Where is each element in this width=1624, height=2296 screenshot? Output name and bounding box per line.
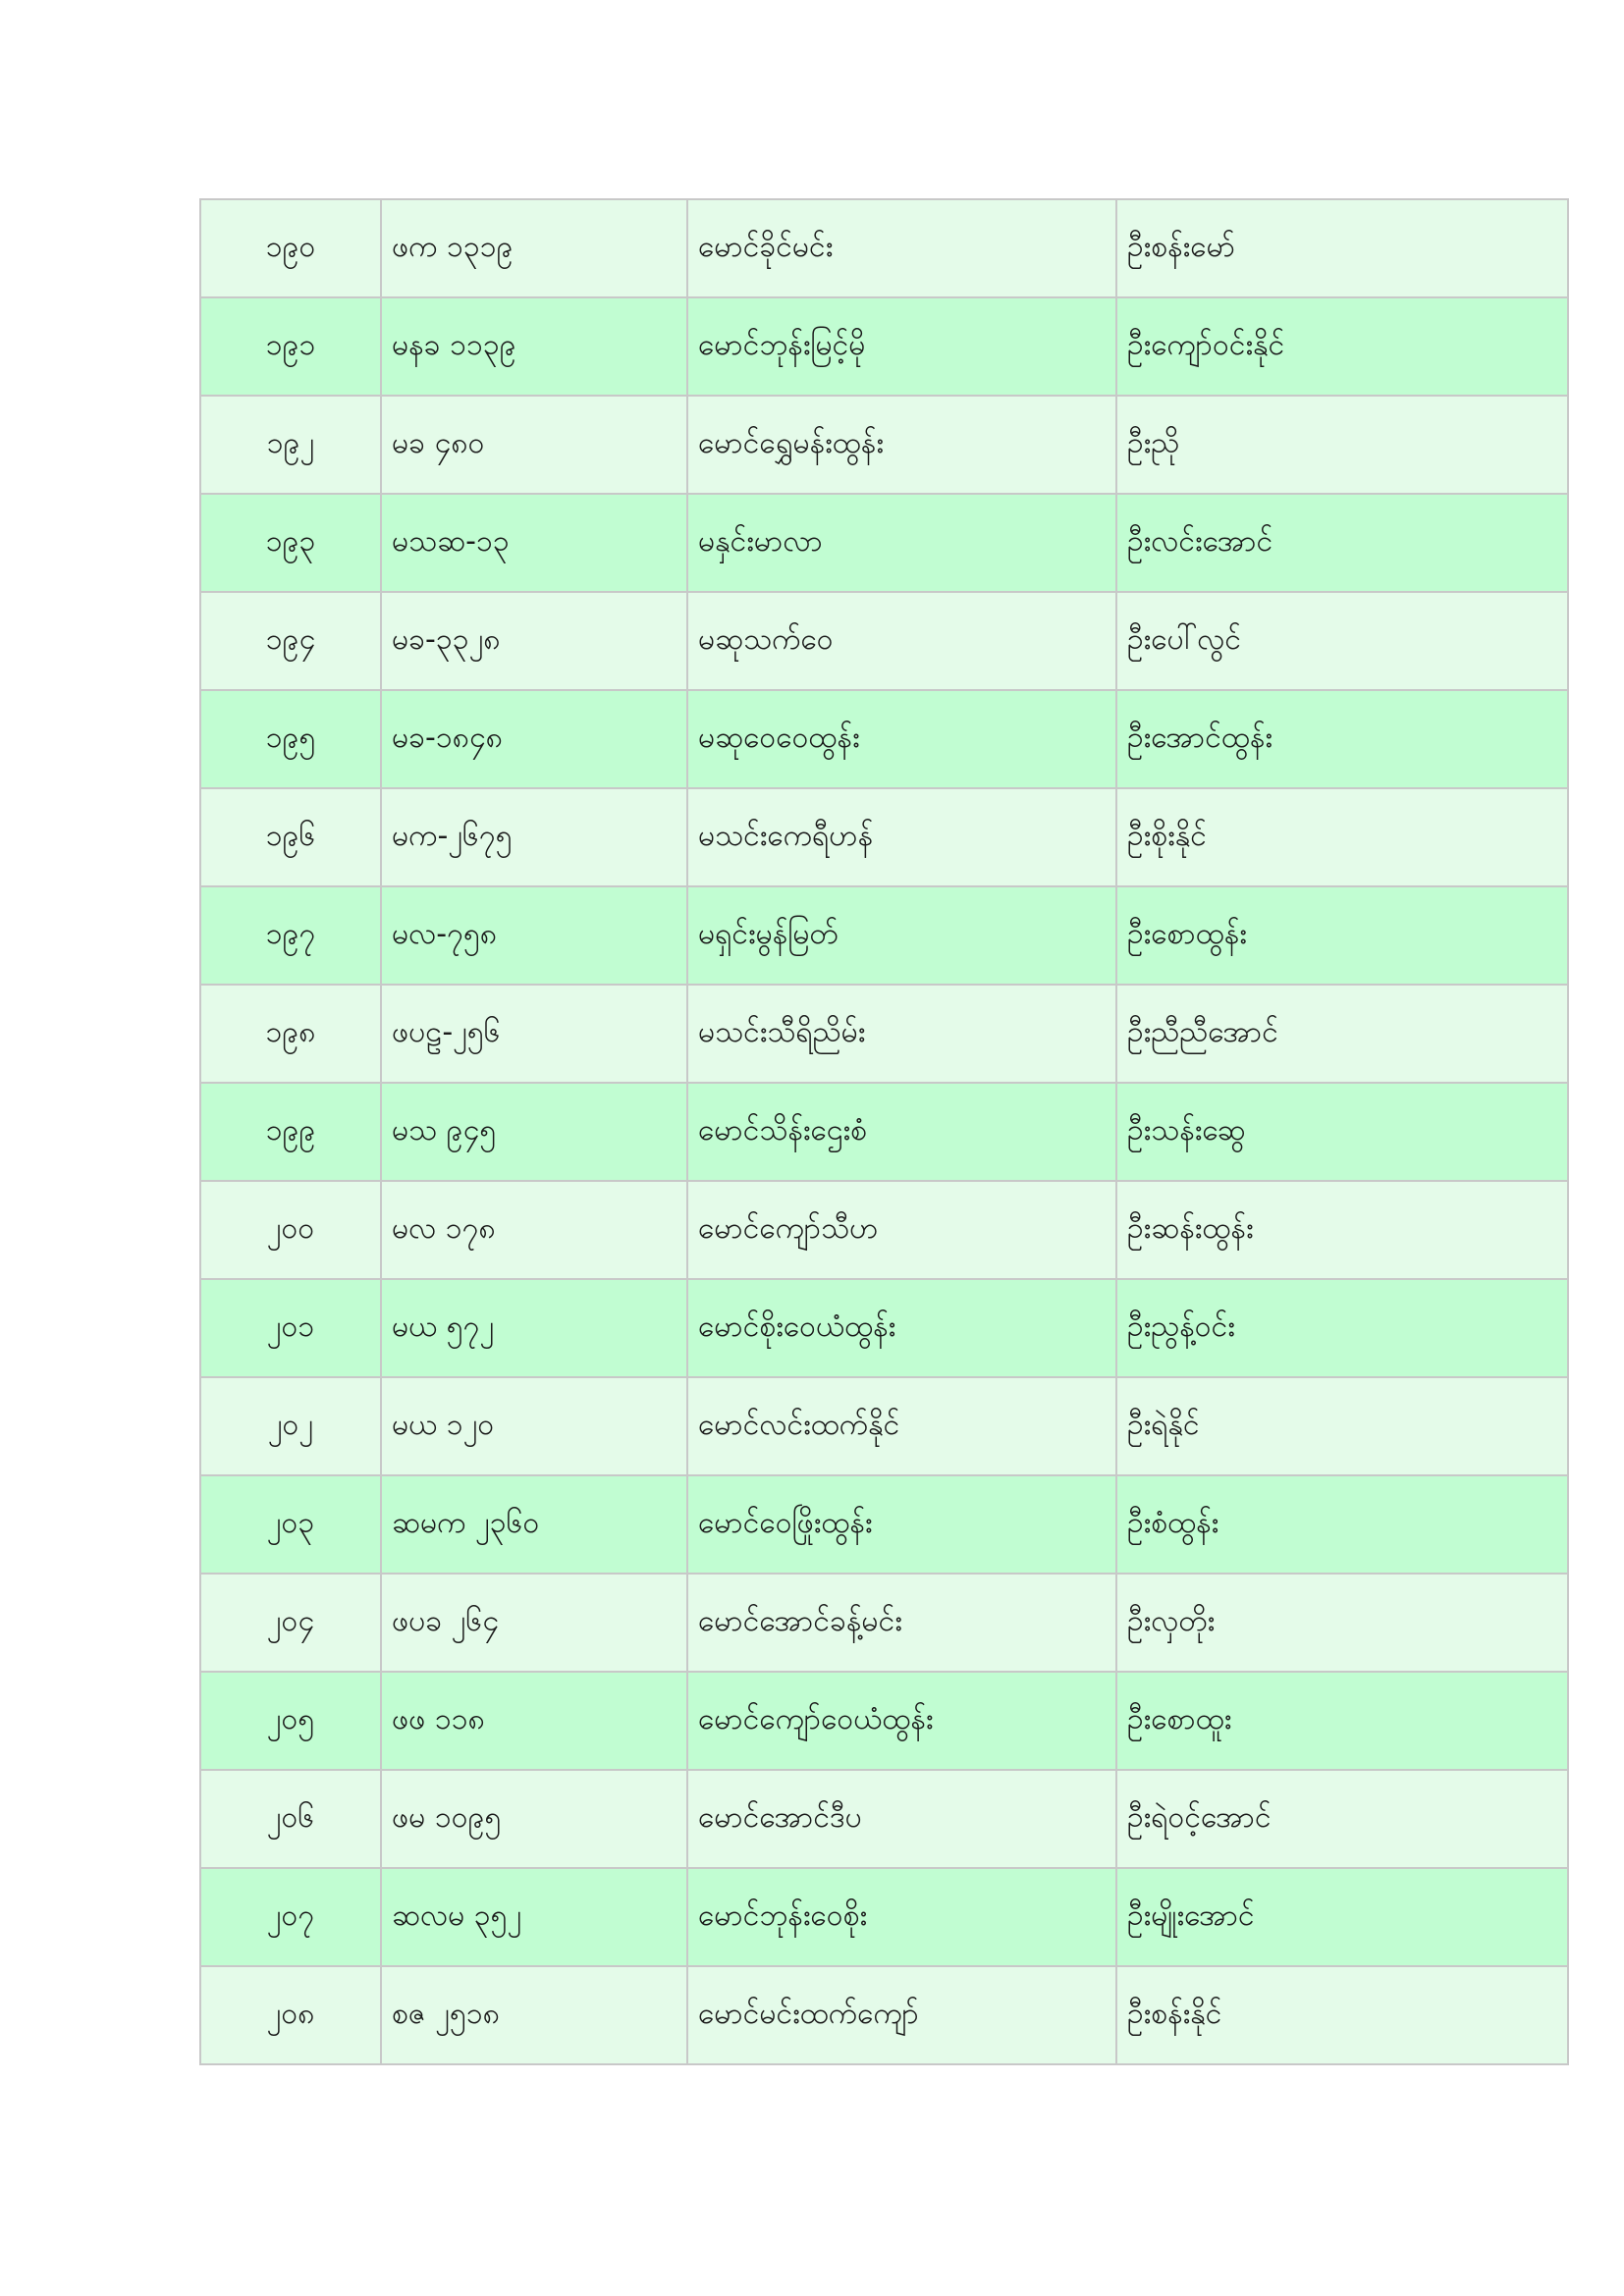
table-row xyxy=(200,592,1568,690)
registration-cell: မခ ၄၈၀ xyxy=(381,396,687,494)
father-name-cell: ဦးကျော်ဝင်းနိုင် xyxy=(1116,297,1568,396)
father-name-cell: ဦးညို xyxy=(1116,396,1568,494)
name-cell: မောင်ကျော်ဝေယံထွန်း xyxy=(687,1672,1116,1770)
table-row xyxy=(200,690,1568,788)
father-name-cell: ဦးသန်းဆွေ xyxy=(1116,1083,1568,1181)
row-number-cell: ၁၉၅ xyxy=(200,690,381,788)
registration-cell: ဆမက ၂၃၆၀ xyxy=(381,1475,687,1574)
name-cell: မောင်အောင်ခန့်မင်း xyxy=(687,1574,1116,1672)
table-row xyxy=(200,297,1568,396)
table-row xyxy=(200,1475,1568,1574)
registration-cell: ဖက ၁၃၁၉ xyxy=(381,199,687,297)
row-number-cell: ၁၉၇ xyxy=(200,886,381,985)
row-number-cell: ၂၀၈ xyxy=(200,1966,381,2064)
registration-cell: မက-၂၆၇၅ xyxy=(381,788,687,886)
registration-cell: မလ ၁၇၈ xyxy=(381,1181,687,1279)
name-cell: မောင်အောင်ဒီပ xyxy=(687,1770,1116,1868)
father-name-cell: ဦးပေါ်လွင် xyxy=(1116,592,1568,690)
row-number-cell: ၁၉၀ xyxy=(200,199,381,297)
father-name-cell: ဦးရဲနိုင် xyxy=(1116,1377,1568,1475)
father-name-cell: ဦးလှတိုး xyxy=(1116,1574,1568,1672)
name-cell: မသင်းကေရီဟန် xyxy=(687,788,1116,886)
table-row xyxy=(200,1770,1568,1868)
name-cell: မောင်ရွှေမန်းထွန်း xyxy=(687,396,1116,494)
name-cell: မောင်သိန်းဌေးစံ xyxy=(687,1083,1116,1181)
registration-cell: ဖပဠ-၂၅၆ xyxy=(381,985,687,1083)
row-number-cell: ၂၀၂ xyxy=(200,1377,381,1475)
table-row xyxy=(200,1574,1568,1672)
row-number-cell: ၁၉၄ xyxy=(200,592,381,690)
table-row xyxy=(200,1966,1568,2064)
father-name-cell: ဦးဆန်းထွန်း xyxy=(1116,1181,1568,1279)
student-table xyxy=(199,198,1569,2065)
document-table-container xyxy=(199,198,1567,2065)
father-name-cell: ဦးလင်းအောင် xyxy=(1116,494,1568,592)
registration-cell: ဖမ ၁၀၉၅ xyxy=(381,1770,687,1868)
father-name-cell: ဦးစန်းမော် xyxy=(1116,199,1568,297)
table-row xyxy=(200,494,1568,592)
row-number-cell: ၂၀၃ xyxy=(200,1475,381,1574)
registration-cell: ဆလမ ၃၅၂ xyxy=(381,1868,687,1966)
table-row xyxy=(200,886,1568,985)
table-row xyxy=(200,1377,1568,1475)
table-row xyxy=(200,788,1568,886)
table-row xyxy=(200,985,1568,1083)
row-number-cell: ၁၉၆ xyxy=(200,788,381,886)
table-row xyxy=(200,1279,1568,1377)
name-cell: မောင်စိုးဝေယံထွန်း xyxy=(687,1279,1116,1377)
father-name-cell: ဦးစိုးနိုင် xyxy=(1116,788,1568,886)
row-number-cell: ၂၀၇ xyxy=(200,1868,381,1966)
row-number-cell: ၂၀၆ xyxy=(200,1770,381,1868)
table-row xyxy=(200,1868,1568,1966)
name-cell: မောင်ဝေဖြိုးထွန်း xyxy=(687,1475,1116,1574)
father-name-cell: ဦးစံထွန်း xyxy=(1116,1475,1568,1574)
name-cell: မောင်မင်းထက်ကျော် xyxy=(687,1966,1116,2064)
row-number-cell: ၁၉၈ xyxy=(200,985,381,1083)
father-name-cell: ဦးအောင်ထွန်း xyxy=(1116,690,1568,788)
father-name-cell: ဦးမျိုးအောင် xyxy=(1116,1868,1568,1966)
father-name-cell: ဦးစောထွန်း xyxy=(1116,886,1568,985)
name-cell: မဆုသက်ဝေ xyxy=(687,592,1116,690)
name-cell: မရှင်းမွန်မြတ် xyxy=(687,886,1116,985)
registration-cell: မယ ၅၇၂ xyxy=(381,1279,687,1377)
row-number-cell: ၂၀၀ xyxy=(200,1181,381,1279)
registration-cell: မနခ ၁၁၃၉ xyxy=(381,297,687,396)
registration-cell: မလ-၇၅၈ xyxy=(381,886,687,985)
row-number-cell: ၂၀၅ xyxy=(200,1672,381,1770)
registration-cell: ဖဖ ၁၁၈ xyxy=(381,1672,687,1770)
father-name-cell: ဦးညီညီအောင် xyxy=(1116,985,1568,1083)
registration-cell: မသဆ-၁၃ xyxy=(381,494,687,592)
table-row xyxy=(200,1181,1568,1279)
registration-cell: မခ-၃၃၂၈ xyxy=(381,592,687,690)
row-number-cell: ၁၉၃ xyxy=(200,494,381,592)
name-cell: မဆုဝေဝေထွန်း xyxy=(687,690,1116,788)
name-cell: မောင်ကျော်သီဟ xyxy=(687,1181,1116,1279)
table-row xyxy=(200,1672,1568,1770)
father-name-cell: ဦးရဲဝင့်အောင် xyxy=(1116,1770,1568,1868)
table-row xyxy=(200,199,1568,297)
father-name-cell: ဦးစန်းနိုင် xyxy=(1116,1966,1568,2064)
name-cell: မောင်ခိုင်မင်း xyxy=(687,199,1116,297)
registration-cell: မသ ၉၄၅ xyxy=(381,1083,687,1181)
row-number-cell: ၁၉၂ xyxy=(200,396,381,494)
registration-cell: ဖပခ ၂၆၄ xyxy=(381,1574,687,1672)
name-cell: မသင်းသီရိညိမ်း xyxy=(687,985,1116,1083)
row-number-cell: ၂၀၁ xyxy=(200,1279,381,1377)
registration-cell: မယ ၁၂၀ xyxy=(381,1377,687,1475)
name-cell: မောင်ဘုန်းဝေစိုး xyxy=(687,1868,1116,1966)
row-number-cell: ၂၀၄ xyxy=(200,1574,381,1672)
row-number-cell: ၁၉၁ xyxy=(200,297,381,396)
table-row xyxy=(200,1083,1568,1181)
registration-cell: စဇ ၂၅၁၈ xyxy=(381,1966,687,2064)
name-cell: မနှင်းမာလာ xyxy=(687,494,1116,592)
registration-cell: မခ-၁၈၄၈ xyxy=(381,690,687,788)
name-cell: မောင်ဘုန်းမြင့်မို xyxy=(687,297,1116,396)
row-number-cell: ၁၉၉ xyxy=(200,1083,381,1181)
father-name-cell: ဦးစောထူး xyxy=(1116,1672,1568,1770)
father-name-cell: ဦးညွန့်ဝင်း xyxy=(1116,1279,1568,1377)
table-row xyxy=(200,396,1568,494)
name-cell: မောင်လင်းထက်နိုင် xyxy=(687,1377,1116,1475)
